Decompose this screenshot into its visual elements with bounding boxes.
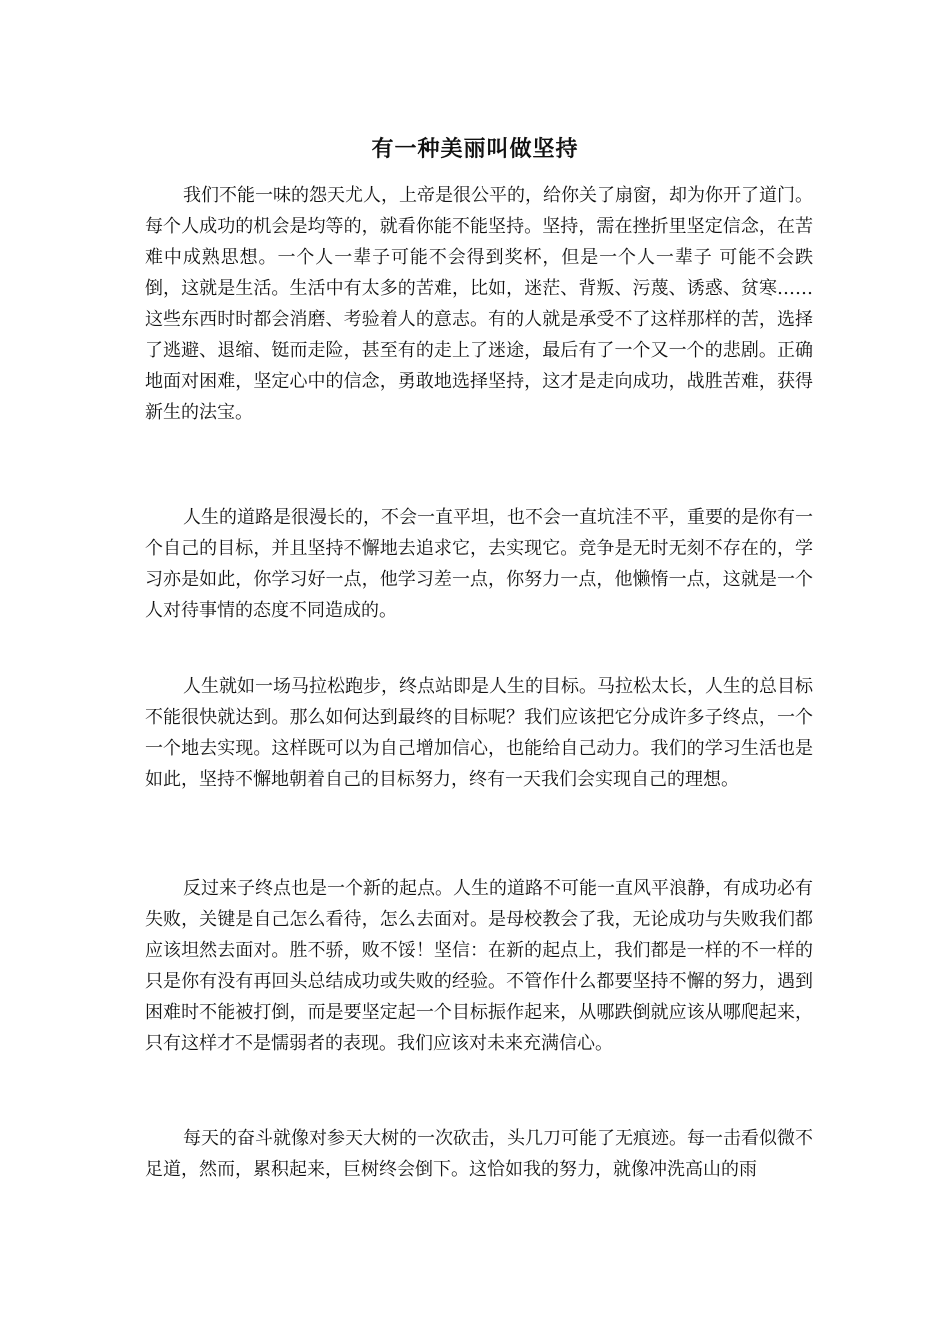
paragraph-3: 人生就如一场马拉松跑步，终点站即是人生的目标。马拉松太长，人生的总目标不能很快就达到。那么如何达到最终的目标呢？我们应该把它分成许多子终点，一个一个地去实现。这样既可以为自己增加信心，也能给自己动力。我们的学习生活也是如此，坚持不懈地朝着自己的目标努力，终有一天我们会实现自己的理想。	[145, 676, 813, 790]
document-title: 有一种美丽叫做坚持	[371, 136, 579, 162]
paragraph-2: 人生的道路是很漫长的，不会一直平坦，也不会一直坑洼不平，重要的是你有一个自己的目标，并且坚持不懈地去追求它，去实现它。竞争是无时无刻不存在的，学习亦是如此，你学习好一点，他学习差一点，你努力一点，他懒惰一点，这就是一个人对待事情的态度不同造成的。	[145, 507, 813, 621]
paragraph-1: 我们不能一味的怨天尤人，上帝是很公平的，给你关了扇窗，却为你开了道门。每个人成功的机会是均等的，就看你能不能坚持。坚持，需在挫折里坚定信念，在苦难中成熟思想。一个人一辈子可能不会得到奖杯，但是一个人一辈子 可能不会跌倒，这就是生活。生活中有太多的苦难，比如，迷茫、背叛、污蔑、诱惑、贫寒……这些东西时时都会消磨、考验着人的意志。有的人就是承受不了这样那样的苦，选择了逃避、退缩、铤而走险，甚至有的走上了迷途，最后有了一个又一个的悲剧。正确地面对困难，坚定心中的信念，勇敢地选择坚持，这才是走向成功，战胜苦难，获得新生的法宝。	[145, 185, 813, 423]
paragraph-5: 每天的奋斗就像对参天大树的一次砍击，头几刀可能了无痕迹。每一击看似微不足道，然而，累积起来，巨树终会倒下。这恰如我的努力，就像冲洗高山的雨	[145, 1128, 813, 1180]
paragraph-4: 反过来子终点也是一个新的起点。人生的道路不可能一直风平浪静，有成功必有失败，关键是自己怎么看待，怎么去面对。是母校教会了我，无论成功与失败我们都应该坦然去面对。胜不骄，败不馁！坚信：在新的起点上，我们都是一样的不一样的只是你有没有再回头总结成功或失败的经验。不管作什么都要坚持不懈的努力，遇到困难时不能被打倒，而是要坚定起一个目标振作起来，从哪跌倒就应该从哪爬起来，只有这样才不是懦弱者的表现。我们应该对未来充满信心。	[145, 878, 813, 1054]
